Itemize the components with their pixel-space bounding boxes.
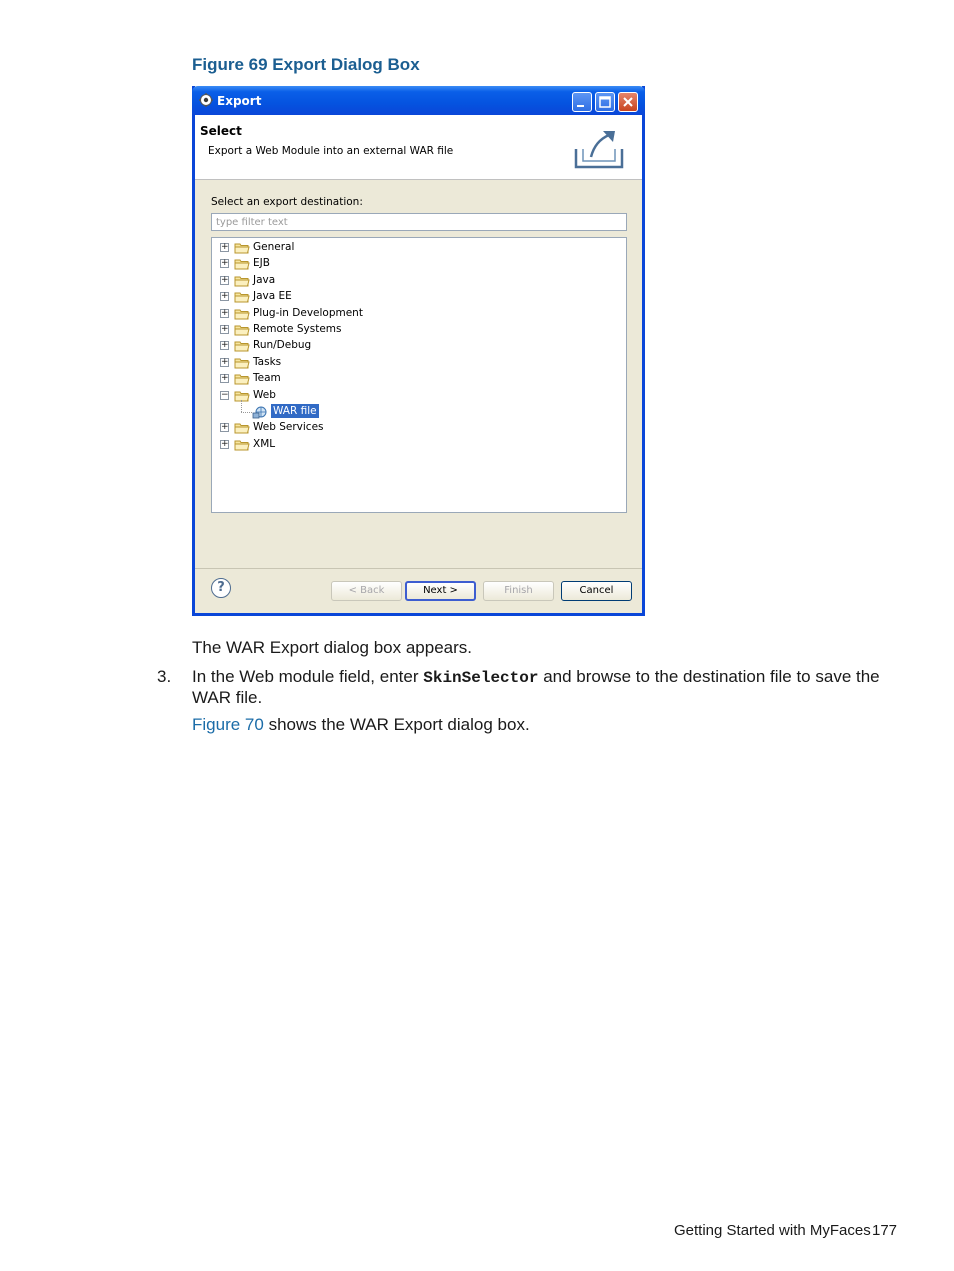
tree-item-label: Team <box>253 372 281 385</box>
tree-connector <box>241 412 252 413</box>
paragraph-dialog-appears: The WAR Export dialog box appears. <box>192 638 473 657</box>
filter-input[interactable] <box>211 213 627 231</box>
tree-connector <box>241 400 242 412</box>
close-icon <box>619 93 637 111</box>
step-code: SkinSelector <box>423 669 539 687</box>
maximize-button[interactable] <box>595 92 615 112</box>
folder-icon <box>234 275 250 287</box>
cancel-button[interactable]: Cancel <box>561 581 632 601</box>
expand-icon[interactable]: + <box>221 242 229 252</box>
expand-icon[interactable]: + <box>221 340 229 351</box>
folder-icon <box>234 373 250 385</box>
tree-item-label: Plug-in Development <box>253 306 363 319</box>
folder-icon <box>234 390 250 402</box>
folder-icon <box>234 324 250 336</box>
expand-icon[interactable]: + <box>221 438 229 449</box>
tree-item[interactable] <box>212 420 612 436</box>
expand-icon[interactable]: + <box>221 291 229 302</box>
tree-item-label: Tasks <box>253 355 282 368</box>
tree-item[interactable] <box>212 306 612 322</box>
expand-icon[interactable]: + <box>221 356 229 367</box>
wizard-page-title: Select <box>200 124 242 138</box>
tree-item-label: Web <box>253 388 276 401</box>
footer-section-title: Getting Started with MyFaces <box>674 1222 871 1239</box>
maximize-icon <box>596 93 614 111</box>
figure-70-link[interactable]: Figure 70 <box>192 715 264 734</box>
expand-icon[interactable]: + <box>221 307 229 318</box>
folder-icon <box>234 340 250 352</box>
folder-icon <box>234 439 250 451</box>
expand-icon[interactable]: + <box>221 373 229 384</box>
folder-icon <box>234 422 250 434</box>
help-button[interactable] <box>211 578 231 598</box>
paragraph-figure-reference <box>192 715 530 735</box>
figure-caption: Figure 69 Export Dialog Box <box>192 55 420 74</box>
next-button[interactable]: Next > <box>405 581 476 601</box>
figure-reference-text: shows the WAR Export dialog box. <box>268 715 530 734</box>
step-text <box>192 667 902 687</box>
destination-tree[interactable] <box>211 237 627 513</box>
tree-item[interactable] <box>212 371 612 387</box>
wizard-header <box>195 115 642 180</box>
step-number: 3. <box>157 667 172 686</box>
minimize-button[interactable] <box>572 92 592 112</box>
page-number: 177 <box>872 1222 898 1239</box>
close-button[interactable] <box>618 92 638 112</box>
expand-icon[interactable]: + <box>221 258 229 269</box>
back-button[interactable]: < Back <box>331 581 402 601</box>
title-bar[interactable] <box>192 86 645 115</box>
tree-child-item[interactable] <box>212 404 612 420</box>
tree-item[interactable] <box>212 388 612 404</box>
tree-item[interactable] <box>212 322 612 338</box>
minimize-icon <box>573 93 591 111</box>
eclipse-gear-icon <box>199 93 213 107</box>
expand-icon[interactable]: + <box>221 274 229 285</box>
tree-item-label: Java EE <box>253 290 292 303</box>
step-text-part2: and browse to the destination file to save the <box>543 667 880 686</box>
dialog-title: Export <box>217 94 262 108</box>
tree-item[interactable] <box>212 338 612 354</box>
tree-item-label: XML <box>253 437 276 450</box>
export-dialog <box>192 86 645 616</box>
tree-item[interactable] <box>212 240 612 256</box>
wizard-page-description: Export a Web Module into an external WAR file <box>208 145 454 157</box>
tree-item-label: Run/Debug <box>253 339 312 352</box>
folder-icon <box>234 291 250 303</box>
tree-item[interactable] <box>212 289 612 305</box>
tree-item-label: EJB <box>253 257 270 270</box>
expand-icon[interactable]: + <box>221 422 229 433</box>
tree-item[interactable] <box>212 273 612 289</box>
collapse-icon[interactable]: − <box>221 389 229 400</box>
tree-item[interactable] <box>212 256 612 272</box>
destination-label: Select an export destination: <box>211 196 363 208</box>
war-file-icon <box>252 405 268 419</box>
tree-item[interactable] <box>212 355 612 371</box>
tree-item-label: Java <box>253 273 276 286</box>
step-text-part1: In the Web module field, enter <box>192 667 419 686</box>
folder-icon <box>234 258 250 270</box>
tree-item-label: Web Services <box>253 421 324 434</box>
folder-icon <box>234 242 250 254</box>
export-banner-icon <box>573 127 625 171</box>
tree-item-label: Remote Systems <box>253 323 342 335</box>
expand-icon[interactable]: + <box>221 324 229 334</box>
tree-item[interactable] <box>212 437 612 453</box>
footer-divider <box>195 568 642 569</box>
tree-item-label: General <box>253 241 295 253</box>
folder-icon <box>234 308 250 320</box>
war-file-item-label: WAR file <box>273 405 317 417</box>
folder-icon <box>234 357 250 369</box>
help-icon: ? <box>217 580 225 595</box>
step-text-continued: WAR file. <box>192 688 263 707</box>
finish-button[interactable]: Finish <box>483 581 554 601</box>
